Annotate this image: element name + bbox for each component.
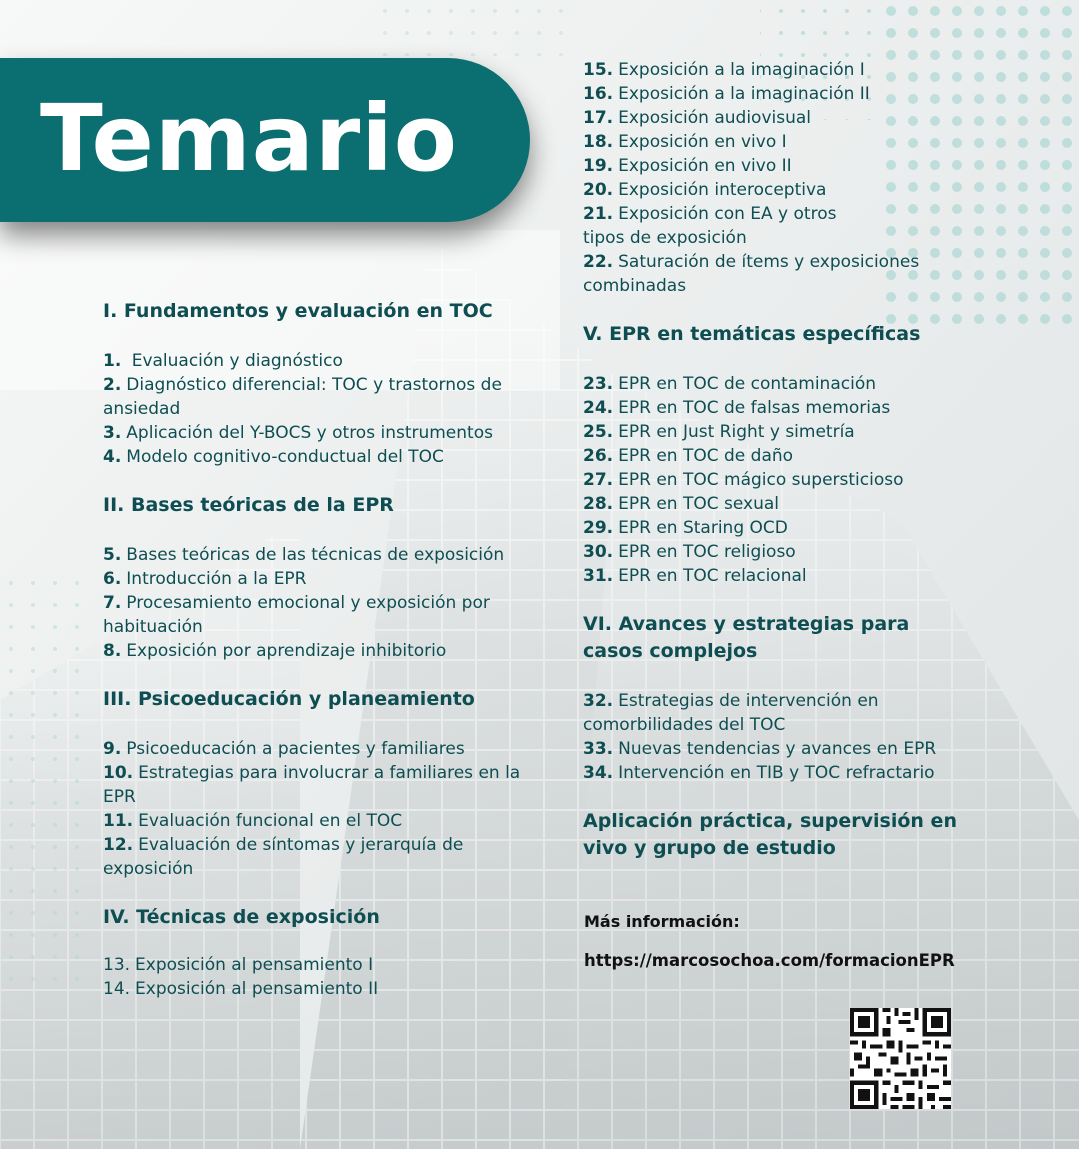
list-item: 33. Nuevas tendencias y avances en EPR bbox=[583, 739, 937, 759]
list-item: 27. EPR en TOC mágico supersticioso bbox=[583, 470, 904, 490]
section-list bbox=[583, 689, 1023, 785]
qr-code-icon bbox=[850, 1008, 951, 1109]
list-item: 4. Modelo cognitivo-conductual del TOC bbox=[103, 447, 444, 467]
page-title: Temario bbox=[40, 85, 458, 192]
section-title: V. EPR en temáticas específicas bbox=[583, 323, 921, 345]
list-item: 25. EPR en Just Right y simetría bbox=[583, 422, 855, 442]
section-title: II. Bases teóricas de la EPR bbox=[103, 494, 394, 516]
section-title: III. Psicoeducación y planeamiento bbox=[103, 688, 475, 710]
list-item: 1. Evaluación y diagnóstico bbox=[103, 351, 343, 371]
list-item: 26. EPR en TOC de daño bbox=[583, 446, 794, 466]
section-list bbox=[103, 349, 543, 469]
section-list bbox=[103, 737, 543, 881]
list-item: 7. Procesamiento emocional y exposición por habituación bbox=[103, 593, 490, 637]
list-item: 18. Exposición en vivo I bbox=[583, 132, 787, 152]
list-item: 5. Bases teóricas de las técnicas de exposición bbox=[103, 545, 505, 565]
list-item: 19. Exposición en vivo II bbox=[583, 156, 792, 176]
section-list bbox=[103, 953, 543, 1001]
info-url-link[interactable]: https://marcosochoa.com/formacionEPR bbox=[584, 951, 955, 970]
list-item: 23. EPR en TOC de contaminación bbox=[583, 374, 876, 394]
list-item: 8. Exposición por aprendizaje inhibitorio bbox=[103, 641, 447, 661]
section-1 bbox=[103, 298, 543, 469]
list-item: 31. EPR en TOC relacional bbox=[583, 566, 807, 586]
list-item: 11. Evaluación funcional en el TOC bbox=[103, 811, 403, 831]
section-2 bbox=[103, 492, 543, 663]
section-6 bbox=[583, 611, 1023, 785]
list-item: 10. Estrategias para involucrar a familiares en la EPR bbox=[103, 763, 521, 807]
closing-section bbox=[583, 808, 1023, 862]
left-column bbox=[103, 298, 543, 1001]
list-item: 22. Saturación de ítems y exposiciones combinadas bbox=[583, 252, 920, 296]
closing-title: Aplicación práctica, supervisión en vivo y grupo de estudio bbox=[583, 810, 957, 859]
list-item: 21. Exposición con EA y otros tipos de exposición bbox=[583, 204, 837, 248]
section-list bbox=[583, 372, 1023, 588]
list-item: 14. Exposición al pensamiento II bbox=[103, 979, 379, 999]
list-item: 20. Exposición interoceptiva bbox=[583, 180, 827, 200]
right-column bbox=[583, 58, 1023, 862]
continued-list bbox=[583, 58, 1023, 298]
list-item: 9. Psicoeducación a pacientes y familiares bbox=[103, 739, 465, 759]
list-item: 12. Evaluación de síntomas y jerarquía de exposición bbox=[103, 835, 464, 879]
list-item: 30. EPR en TOC religioso bbox=[583, 542, 796, 562]
list-item: 17. Exposición audiovisual bbox=[583, 108, 812, 128]
list-item: 34. Intervención en TIB y TOC refractario bbox=[583, 763, 935, 783]
list-item: 29. EPR en Staring OCD bbox=[583, 518, 788, 538]
section-4 bbox=[103, 904, 543, 1001]
section-5 bbox=[583, 321, 1023, 588]
list-item: 3. Aplicación del Y-BOCS y otros instrumentos bbox=[103, 423, 493, 443]
list-item: 13. Exposición al pensamiento I bbox=[103, 955, 374, 975]
list-item: 6. Introducción a la EPR bbox=[103, 569, 307, 589]
section-3 bbox=[103, 686, 543, 881]
list-item: 24. EPR en TOC de falsas memorias bbox=[583, 398, 891, 418]
list-item: 16. Exposición a la imaginación II bbox=[583, 84, 870, 104]
section-list bbox=[103, 543, 543, 663]
section-title: VI. Avances y estrategias para casos complejos bbox=[583, 613, 910, 662]
list-item: 28. EPR en TOC sexual bbox=[583, 494, 780, 514]
list-item: 15. Exposición a la imaginación I bbox=[583, 60, 865, 80]
list-item: 2. Diagnóstico diferencial: TOC y trastornos de ansiedad bbox=[103, 375, 502, 419]
title-banner bbox=[0, 58, 530, 222]
list-item: 32. Estrategias de intervención en comorbilidades del TOC bbox=[583, 691, 879, 735]
more-info-label: Más información: bbox=[584, 912, 740, 931]
section-title: I. Fundamentos y evaluación en TOC bbox=[103, 300, 493, 322]
section-title: IV. Técnicas de exposición bbox=[103, 906, 380, 928]
